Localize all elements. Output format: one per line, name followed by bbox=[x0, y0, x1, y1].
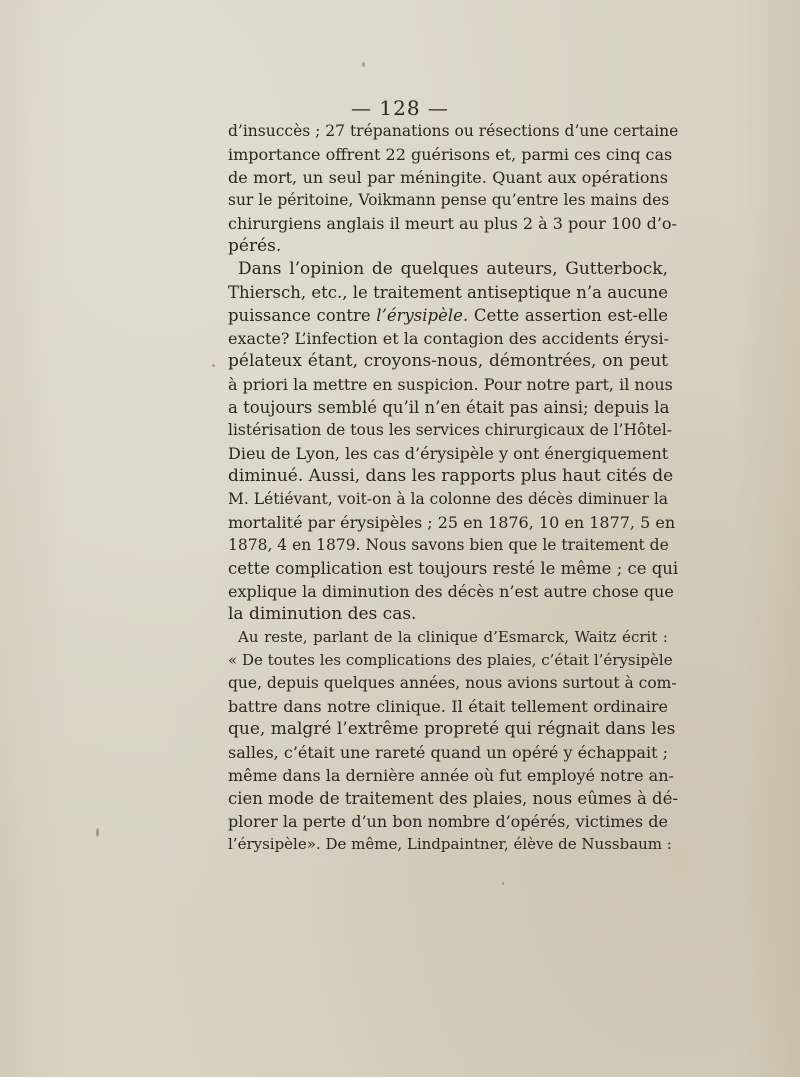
paper-speck bbox=[96, 828, 99, 837]
text-line: Au reste, parlant de la clinique d’Esmarck, Waitz écrit : bbox=[238, 628, 668, 646]
page-number: — 128 — bbox=[351, 96, 449, 120]
text-line: d’insuccès ; 27 trépanations ou résections d’une certaine bbox=[228, 122, 679, 140]
text-line: de mort, un seul par méningite. Quant aux opérations bbox=[228, 168, 668, 187]
text-line: à priori la mettre en suspicion. Pour notre part, il nous bbox=[228, 375, 673, 394]
text-line: « De toutes les complications des plaies, c’était l’érysipèle bbox=[228, 651, 673, 669]
text-line: Thiersch, etc., le traitement antiseptique n’a aucune bbox=[228, 283, 668, 302]
text-line: M. Létiévant, voit-on à la colonne des décès diminuer la bbox=[228, 490, 669, 508]
text-line: 1878, 4 en 1879. Nous savons bien que le traitement de bbox=[228, 536, 669, 554]
text-line: l’érysipèle». De même, Lindpaintner, élève de Nussbaum : bbox=[228, 835, 672, 853]
text-line: la diminution des cas. bbox=[228, 604, 417, 624]
text-line: explique la diminution des décès n’est autre chose que bbox=[228, 582, 674, 601]
text-line bbox=[228, 304, 668, 327]
text-line: mortalité par érysipèles ; 25 en 1876, 10 en 1877, 5 en bbox=[228, 513, 676, 532]
text-line: pérés. bbox=[228, 236, 282, 256]
text-run: puissance contre bbox=[228, 306, 377, 325]
text-line: Dieu de Lyon, les cas d’érysipèle y ont énergiquement bbox=[228, 444, 669, 463]
text-line: même dans la dernière année où fut employé notre an- bbox=[228, 766, 674, 785]
text-line: cien mode de traitement des plaies, nous eûmes à dé- bbox=[228, 789, 678, 808]
text-line: Dans l’opinion de quelques auteurs, Gutterbock, bbox=[238, 259, 668, 279]
text-line: cette complication est toujours resté le même ; ce qui bbox=[228, 559, 679, 578]
paper-speck bbox=[212, 364, 215, 367]
text-line: salles, c’était une rareté quand un opéré y échappait ; bbox=[228, 743, 668, 762]
body-text bbox=[228, 120, 679, 856]
text-run: Cette assertion est-elle bbox=[468, 306, 668, 325]
text-line: diminué. Aussi, dans les rapports plus haut cités de bbox=[228, 466, 674, 486]
text-line: battre dans notre clinique. Il était tellement ordinaire bbox=[228, 697, 668, 716]
text-line: importance offrent 22 guérisons et, parmi ces cinq cas bbox=[228, 145, 673, 164]
paper-speck bbox=[502, 882, 504, 885]
text-line: plorer la perte d’un bon nombre d’opérés, victimes de bbox=[228, 812, 668, 831]
text-line: chirurgiens anglais il meurt au plus 2 à 3 pour 100 d’o- bbox=[228, 214, 677, 233]
text-line: a toujours semblé qu’il n’en était pas ainsi; depuis la bbox=[228, 398, 670, 417]
text-line: que, depuis quelques années, nous avions surtout à com- bbox=[228, 674, 677, 692]
text-line: pélateux étant, croyons-nous, démontrées, on peut bbox=[228, 351, 668, 371]
text-line: sur le péritoine, Voikmann pense qu’entre les mains des bbox=[228, 191, 670, 209]
text-line: exacte? L’infection et la contagion des accidents érysi- bbox=[228, 329, 669, 348]
text-line: listérisation de tous les services chirurgicaux de l’Hôtel- bbox=[228, 421, 672, 439]
paper-speck bbox=[362, 62, 365, 67]
italic-term: l’érysipèle. bbox=[376, 306, 469, 325]
text-line: que, malgré l’extrême propreté qui régnait dans les bbox=[228, 719, 676, 739]
